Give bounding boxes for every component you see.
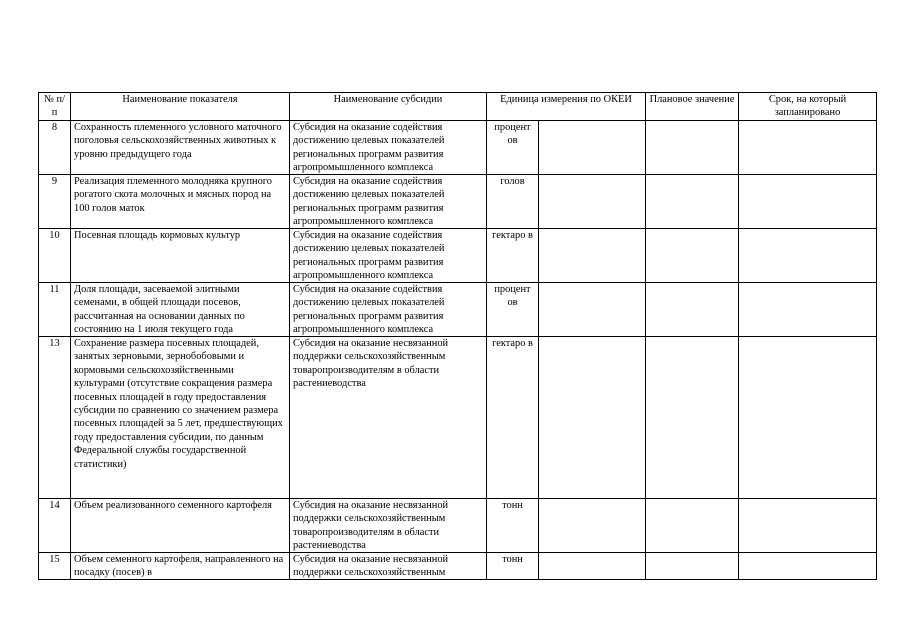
cell-indicator: Реализация племенного молодняка крупного рогатого скота молочных и мясных пород на 100 голов маток [71,175,290,229]
cell-subsidy: Субсидия на оказание содействия достижению целевых показателей региональных программ развития агропромышленного комплекса [290,121,487,175]
cell-plan [646,499,739,553]
cell-indicator: Посевная площадь кормовых культур [71,229,290,283]
table-row [39,283,877,337]
cell-subsidy: Субсидия на оказание несвязанной поддержки сельскохозяйственным товаропроизводителям в области растениеводства [290,337,487,499]
cell-plan [646,553,739,580]
cell-deadline [739,553,877,580]
cell-subsidy: Субсидия на оказание несвязанной поддержки сельскохозяйственным [290,553,487,580]
header-subsidy: Наименование субсидии [290,93,487,121]
cell-plan [646,283,739,337]
header-deadline: Срок, на который запланировано [739,93,877,121]
cell-indicator: Сохранность племенного условного маточного поголовья сельскохозяйственных животных к уровню предыдущего года [71,121,290,175]
cell-indicator: Объем семенного картофеля, направленного на посадку (посев) в [71,553,290,580]
cell-deadline [739,283,877,337]
cell-indicator: Объем реализованного семенного картофеля [71,499,290,553]
table-header-row [39,93,877,121]
cell-deadline [739,337,877,499]
cell-num: 13 [39,337,71,499]
cell-unit-code [539,337,646,499]
cell-plan [646,175,739,229]
cell-unit-code [539,175,646,229]
cell-deadline [739,175,877,229]
cell-subsidy: Субсидия на оказание содействия достижению целевых показателей региональных программ развития агропромышленного комплекса [290,175,487,229]
indicators-table [38,92,877,580]
cell-unit-code [539,553,646,580]
header-num: № п/п [39,93,71,121]
cell-deadline [739,229,877,283]
cell-deadline [739,499,877,553]
table-row [39,121,877,175]
cell-plan [646,337,739,499]
cell-indicator: Доля площади, засеваемой элитными семенами, в общей площади посевов, рассчитанная на основании данных по состоянию на 1 июля текущего года [71,283,290,337]
cell-unit: гектаро в [487,337,539,499]
cell-subsidy: Субсидия на оказание содействия достижению целевых показателей региональных программ развития агропромышленного комплекса [290,229,487,283]
cell-subsidy: Субсидия на оказание несвязанной поддержки сельскохозяйственным товаропроизводителям в области растениеводства [290,499,487,553]
cell-num: 9 [39,175,71,229]
cell-deadline [739,121,877,175]
cell-subsidy: Субсидия на оказание содействия достижению целевых показателей региональных программ развития агропромышленного комплекса [290,283,487,337]
cell-unit-code [539,229,646,283]
cell-unit: процент ов [487,121,539,175]
cell-plan [646,229,739,283]
cell-unit: процент ов [487,283,539,337]
cell-unit: тонн [487,553,539,580]
cell-unit-code [539,283,646,337]
cell-num: 14 [39,499,71,553]
cell-unit: голов [487,175,539,229]
cell-unit: тонн [487,499,539,553]
header-indicator: Наименование показателя [71,93,290,121]
table-row [39,229,877,283]
header-plan: Плановое значение [646,93,739,121]
cell-num: 8 [39,121,71,175]
cell-unit-code [539,499,646,553]
cell-plan [646,121,739,175]
cell-num: 10 [39,229,71,283]
table-row [39,175,877,229]
table-row [39,337,877,499]
cell-num: 11 [39,283,71,337]
cell-unit-code [539,121,646,175]
cell-indicator: Сохранение размера посевных площадей, занятых зерновыми, зернобобовыми и кормовыми сельскохозяйственными культурами (отсутствие сокращения размера посевных площадей в году предоставления субсидии по сравнению со значением размера посевных площадей за 5 лет, предшествующих году предоставления субсидии, по данным Федеральной службы государственной статистики) [71,337,290,499]
table-row [39,553,877,580]
table-row [39,499,877,553]
cell-num: 15 [39,553,71,580]
cell-unit: гектаро в [487,229,539,283]
header-unit: Единица измерения по ОКЕИ [487,93,646,121]
